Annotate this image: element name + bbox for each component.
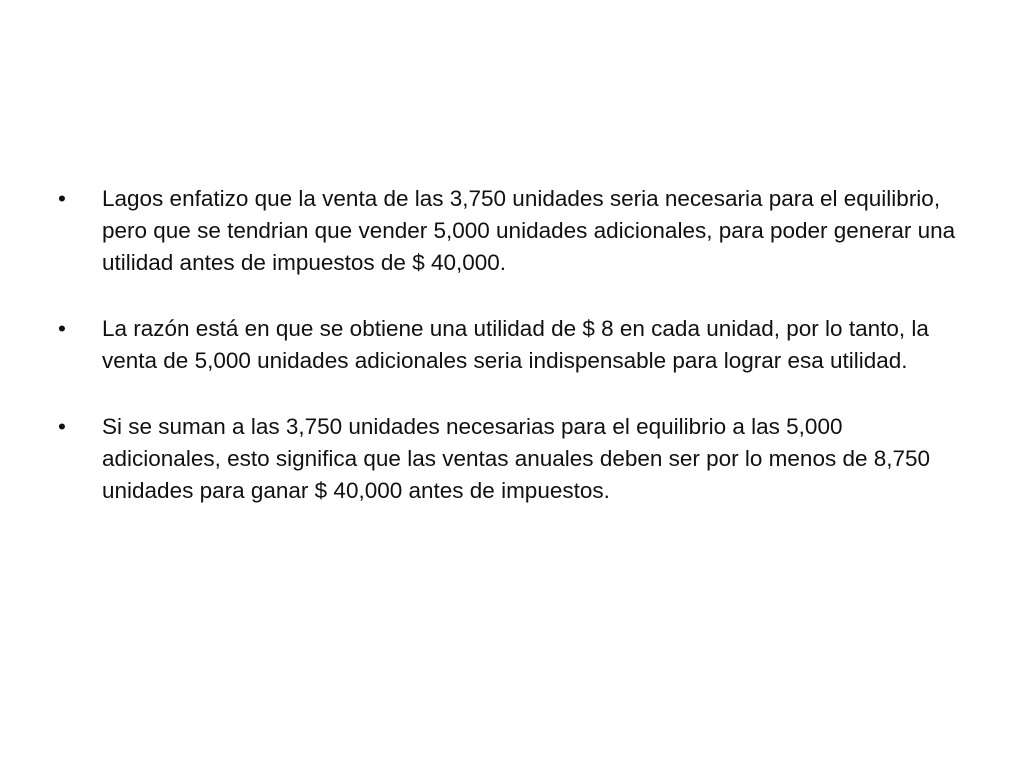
bullet-marker: • — [58, 414, 66, 439]
bullet-marker: • — [58, 316, 66, 341]
bullet-text: La razón está en que se obtiene una utilidad de $ 8 en cada unidad, por lo tanto, la venta de 5,000 unidades adicionales seria indispensable para lograr esa utilidad. — [102, 316, 929, 373]
bullet-item-1 — [58, 183, 958, 279]
bullet-text: Si se suman a las 3,750 unidades necesarias para el equilibrio a las 5,000 adicionales, esto significa que las ventas anuales deben ser por lo menos de 8,750 unidades para ganar $ 40,000 antes de impuestos. — [102, 414, 931, 503]
bullet-marker: • — [58, 186, 66, 211]
bullet-list — [58, 183, 958, 507]
bullet-item-2 — [58, 313, 958, 377]
bullet-text: Lagos enfatizo que la venta de las 3,750 unidades seria necesaria para el equilibrio, pero que se tendrian que vender 5,000 unidades adicionales, para poder generar una utilidad antes de impuestos de $ 40,000. — [102, 186, 956, 275]
bullet-item-3 — [58, 411, 958, 507]
